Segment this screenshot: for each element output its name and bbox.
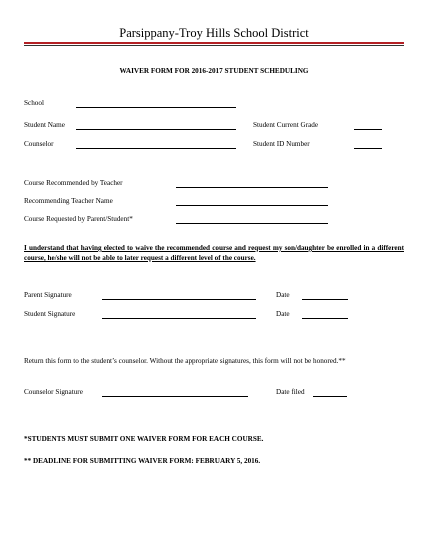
student-signature-field[interactable] (102, 318, 256, 319)
counselor-field[interactable] (76, 148, 236, 149)
current-grade-field[interactable] (354, 129, 382, 130)
student-name-label: Student Name (24, 121, 65, 129)
student-name-field[interactable] (76, 129, 236, 130)
student-id-field[interactable] (354, 148, 382, 149)
course-requested-field[interactable] (176, 223, 328, 224)
district-name: Parsippany-Troy Hills School District (119, 26, 309, 40)
deadline-notice: ** DEADLINE FOR SUBMITTING WAIVER FORM: FEBRUARY 5, 2016. (24, 457, 261, 465)
course-requested-label: Course Requested by Parent/Student* (24, 215, 133, 223)
student-id-label: Student ID Number (253, 140, 310, 148)
course-recommended-label: Course Recommended by Teacher (24, 179, 123, 187)
school-label: School (24, 99, 44, 107)
student-date-label: Date (276, 310, 290, 318)
student-signature-label: Student Signature (24, 310, 76, 318)
date-filed-label: Date filed (276, 388, 305, 396)
recommending-teacher-field[interactable] (176, 205, 328, 206)
counselor-signature-field[interactable] (102, 396, 248, 397)
acknowledgement-text: I understand that having elected to waive the recommended course and request my son/daughter be enrolled in a different course, he/she will not be able to later request a different level of the course. (24, 244, 404, 262)
header-rule-dark (24, 45, 404, 46)
one-form-notice: *STUDENTS MUST SUBMIT ONE WAIVER FORM FOR EACH COURSE. (24, 435, 264, 443)
parent-date-label: Date (276, 291, 290, 299)
header-rule-red (24, 42, 404, 44)
parent-date-field[interactable] (302, 299, 348, 300)
student-date-field[interactable] (302, 318, 348, 319)
recommending-teacher-label: Recommending Teacher Name (24, 197, 113, 205)
date-filed-field[interactable] (313, 396, 347, 397)
form-title: WAIVER FORM FOR 2016-2017 STUDENT SCHEDULING (119, 67, 309, 75)
parent-signature-label: Parent Signature (24, 291, 72, 299)
counselor-signature-label: Counselor Signature (24, 388, 83, 396)
counselor-label: Counselor (24, 140, 54, 148)
parent-signature-field[interactable] (102, 299, 256, 300)
return-instructions: Return this form to the student’s counselor. Without the appropriate signatures, this form will not be honored.** (24, 357, 346, 365)
course-recommended-field[interactable] (176, 187, 328, 188)
current-grade-label: Student Current Grade (253, 121, 319, 129)
school-field[interactable] (76, 107, 236, 108)
